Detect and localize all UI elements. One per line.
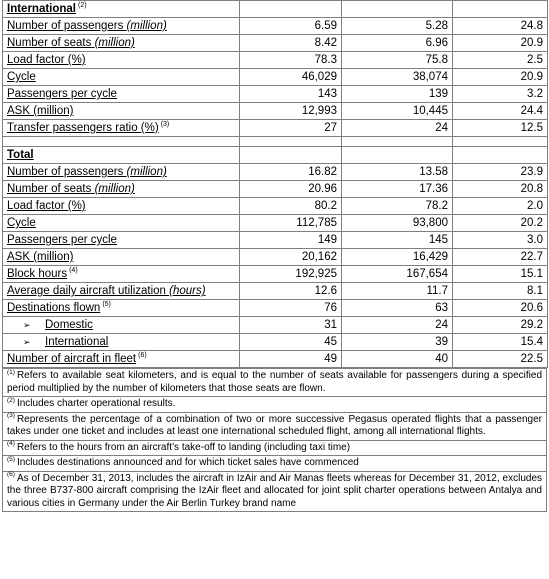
row-label	[7, 302, 100, 314]
value-2013: 12.6	[240, 283, 342, 300]
row-label-text: Number of passengers	[7, 166, 124, 178]
row-label-cell	[3, 283, 240, 300]
value-2012: 93,800	[342, 215, 453, 232]
footnote-mark: (4)	[7, 440, 15, 448]
footnote	[3, 397, 547, 413]
row-label-cell	[3, 103, 240, 120]
table-row	[3, 18, 548, 35]
row-label-unit: (million)	[94, 183, 135, 195]
value-2012: 24	[342, 317, 453, 334]
section-heading: Total	[7, 149, 34, 161]
table-row	[3, 69, 548, 86]
footnote-text: Refers to the hours from an aircraft’s take-off to landing (including taxi time)	[16, 441, 351, 453]
row-label	[7, 71, 36, 83]
table-row	[3, 249, 548, 266]
footnote-mark: (1)	[7, 368, 15, 376]
row-label-cell	[3, 69, 240, 86]
value-2013: 8.42	[240, 35, 342, 52]
row-label-text: ASK (million)	[7, 251, 74, 263]
footnote-row	[3, 412, 547, 440]
section-header-row	[3, 1, 548, 18]
value-2013: 12,993	[240, 103, 342, 120]
row-label	[7, 285, 206, 297]
value-2013: 149	[240, 232, 342, 249]
value-2013: 45	[240, 334, 342, 351]
empty-cell	[453, 1, 548, 18]
row-label-cell	[3, 334, 240, 351]
value-2013: 143	[240, 86, 342, 103]
row-label-text: Number of seats	[7, 37, 92, 49]
value-2013: 20,162	[240, 249, 342, 266]
row-label-cell	[3, 86, 240, 103]
table-row	[3, 266, 548, 283]
row-label-cell	[3, 198, 240, 215]
row-label	[7, 54, 86, 66]
row-label	[45, 336, 108, 348]
table-row	[3, 35, 548, 52]
section-heading: International	[7, 3, 77, 15]
value-change: 8.1	[453, 283, 548, 300]
table-row	[3, 120, 548, 137]
table-row	[3, 181, 548, 198]
row-label-text: Number of passengers	[7, 20, 124, 32]
empty-cell	[342, 137, 453, 147]
row-label-text: Average daily aircraft utilization	[7, 285, 166, 297]
row-label-cell	[3, 52, 240, 69]
row-label	[45, 319, 93, 331]
value-change: 24.4	[453, 103, 548, 120]
value-change: 15.1	[453, 266, 548, 283]
value-change: 12.5	[453, 120, 548, 137]
empty-cell	[240, 1, 342, 18]
value-change: 2.0	[453, 198, 548, 215]
value-2012: 11.7	[342, 283, 453, 300]
footnote	[3, 412, 547, 440]
footnote-ref: (5)	[102, 301, 111, 309]
footnote-text: Includes charter operational results.	[16, 398, 176, 409]
row-label-cell	[3, 18, 240, 35]
footnote-mark: (3)	[7, 412, 15, 420]
footnote	[3, 440, 547, 456]
table-row	[3, 103, 548, 120]
footnote-mark: (2)	[7, 396, 15, 404]
value-change: 20.9	[453, 69, 548, 86]
value-2012: 6.96	[342, 35, 453, 52]
row-label-text: Number of aircraft in fleet	[7, 353, 137, 365]
footnote-row	[3, 440, 547, 456]
footnote-ref: (4)	[69, 267, 78, 275]
footnote-mark: (5)	[7, 455, 15, 463]
value-2012: 139	[342, 86, 453, 103]
row-label-cell	[3, 215, 240, 232]
value-change: 23.9	[453, 164, 548, 181]
section-heading-cell	[3, 1, 240, 18]
table-row	[3, 164, 548, 181]
row-label-unit: (million)	[94, 37, 135, 49]
value-2013: 46,029	[240, 69, 342, 86]
kpi-table	[2, 0, 548, 368]
row-label-cell	[3, 232, 240, 249]
row-label-text: Domestic	[45, 319, 93, 331]
row-label-text: Load factor (%)	[7, 54, 86, 66]
row-label-cell	[3, 266, 240, 283]
kpi-table-body	[3, 1, 548, 368]
row-label	[7, 251, 73, 263]
footnote-row	[3, 397, 547, 413]
row-label-text: Passengers per cycle	[7, 234, 117, 246]
value-2013: 192,925	[240, 266, 342, 283]
row-label-cell	[3, 317, 240, 334]
value-2012: 13.58	[342, 164, 453, 181]
value-2013: 6.59	[240, 18, 342, 35]
row-label	[7, 122, 159, 134]
value-2012: 24	[342, 120, 453, 137]
empty-cell	[342, 1, 453, 18]
value-2012: 17.36	[342, 181, 453, 198]
value-change: 3.0	[453, 232, 548, 249]
row-label	[7, 217, 36, 229]
value-2012: 63	[342, 300, 453, 317]
footnote-row	[3, 471, 547, 512]
row-label-text: Number of seats	[7, 183, 92, 195]
value-2013: 76	[240, 300, 342, 317]
row-label-text: Transfer passengers ratio (%)	[7, 122, 159, 134]
row-label-cell	[3, 120, 240, 137]
row-label	[7, 268, 67, 280]
value-2013: 80.2	[240, 198, 342, 215]
row-label-text: Block hours	[7, 268, 68, 280]
value-2013: 49	[240, 351, 342, 368]
section-heading-cell	[3, 147, 240, 164]
footnote-ref: (3)	[160, 121, 170, 129]
table-row	[3, 232, 548, 249]
value-change: 2.5	[453, 52, 548, 69]
footnote-text: Refers to available seat kilometers, and is equal to the number of seats available for passengers during a specified period multiplied by the number of kilometers that those seats are flown.	[7, 370, 542, 394]
row-label-text: International	[45, 336, 109, 348]
value-2013: 20.96	[240, 181, 342, 198]
table-row	[3, 317, 548, 334]
footnotes-table	[2, 368, 547, 512]
row-label-cell	[3, 164, 240, 181]
row-label-cell	[3, 351, 240, 368]
value-change: 3.2	[453, 86, 548, 103]
value-change: 29.2	[453, 317, 548, 334]
footnote-mark: (6)	[7, 471, 15, 479]
value-2012: 16,429	[342, 249, 453, 266]
row-label	[7, 166, 167, 178]
value-2013: 27	[240, 120, 342, 137]
row-label-text: Destinations flown	[7, 302, 101, 314]
value-2013: 16.82	[240, 164, 342, 181]
empty-cell	[342, 147, 453, 164]
empty-cell	[453, 137, 548, 147]
footnotes-body	[3, 369, 547, 512]
row-label-cell	[3, 35, 240, 52]
value-change: 20.9	[453, 35, 548, 52]
table-row	[3, 215, 548, 232]
empty-cell	[453, 147, 548, 164]
table-row	[3, 52, 548, 69]
value-2013: 112,785	[240, 215, 342, 232]
value-2012: 75.8	[342, 52, 453, 69]
arrow-bullet-icon: ➢	[23, 337, 31, 347]
row-label	[7, 183, 135, 195]
footnote-ref: (2)	[78, 2, 87, 10]
row-label	[7, 105, 73, 117]
row-label	[7, 88, 117, 100]
row-label	[7, 200, 86, 212]
footnote-text: Represents the percentage of a combination of two or more successive Pegasus operated flights that a passenger takes under one ticket and includes at least one international scheduled flight, among all international flights.	[7, 413, 542, 437]
value-change: 24.8	[453, 18, 548, 35]
table-row	[3, 351, 548, 368]
value-2012: 10,445	[342, 103, 453, 120]
value-change: 20.8	[453, 181, 548, 198]
row-label-text: Passengers per cycle	[7, 88, 117, 100]
value-2012: 145	[342, 232, 453, 249]
table-row	[3, 86, 548, 103]
row-label-text: Cycle	[7, 71, 36, 83]
row-label-cell	[3, 181, 240, 198]
row-label-text: ASK (million)	[7, 105, 74, 117]
row-label-unit: (million)	[126, 166, 167, 178]
row-label	[7, 20, 167, 32]
value-change: 20.6	[453, 300, 548, 317]
footnote-text: As of December 31, 2013, includes the aircraft in IzAir and Air Manas fleets whereas for December 31, 2012, excludes the three B737-800 aircraft comprising the IzAir fleet and allocated for joint split charter operations between Antalya and various cities in Germany under the Air Berlin Turkey brand name	[7, 472, 542, 509]
empty-cell	[240, 147, 342, 164]
value-change: 15.4	[453, 334, 548, 351]
footnote-row	[3, 456, 547, 472]
section-header-row	[3, 147, 548, 164]
row-label	[7, 37, 135, 49]
empty-cell	[240, 137, 342, 147]
value-2012: 5.28	[342, 18, 453, 35]
row-label-text: Load factor (%)	[7, 200, 86, 212]
row-label-unit: (hours)	[169, 285, 206, 297]
table-row	[3, 198, 548, 215]
row-label-cell	[3, 300, 240, 317]
spacer-row	[3, 137, 548, 147]
footnote-text: Includes destinations announced and for which ticket sales have commenced	[16, 457, 359, 468]
footnote-row	[3, 369, 547, 397]
table-row	[3, 300, 548, 317]
row-label	[7, 234, 117, 246]
row-label-unit: (million)	[126, 20, 167, 32]
value-change: 22.7	[453, 249, 548, 266]
footnote-ref: (6)	[138, 352, 147, 360]
value-2012: 38,074	[342, 69, 453, 86]
table-row	[3, 334, 548, 351]
arrow-bullet-icon: ➢	[23, 320, 31, 330]
empty-cell	[3, 137, 240, 147]
footnote	[3, 369, 547, 397]
value-2013: 78.3	[240, 52, 342, 69]
row-label	[7, 353, 136, 365]
value-2013: 31	[240, 317, 342, 334]
row-label-cell	[3, 249, 240, 266]
value-2012: 39	[342, 334, 453, 351]
value-change: 20.2	[453, 215, 548, 232]
footnote	[3, 471, 547, 512]
value-2012: 40	[342, 351, 453, 368]
row-label-text: Cycle	[7, 217, 36, 229]
value-2012: 78.2	[342, 198, 453, 215]
value-2012: 167,654	[342, 266, 453, 283]
value-change: 22.5	[453, 351, 548, 368]
footnote	[3, 456, 547, 472]
table-row	[3, 283, 548, 300]
